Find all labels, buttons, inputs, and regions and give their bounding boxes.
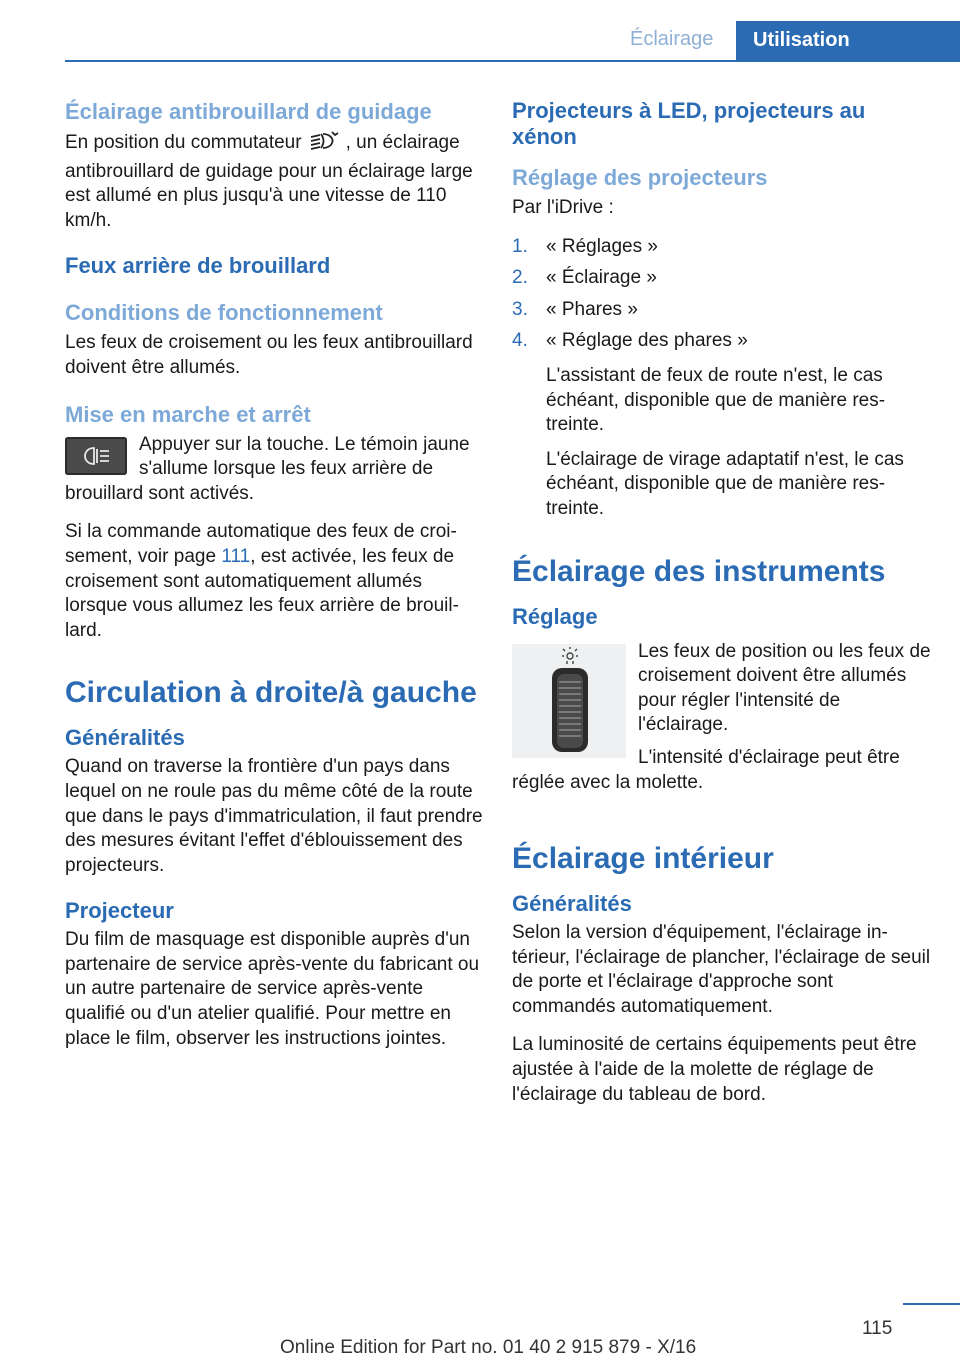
heading-fog-guidance: Éclairage antibrouillard de guidage: [65, 99, 432, 124]
list-item: 3. « Phares »: [512, 298, 638, 320]
note-adaptive-curve-light: L'éclairage de virage adaptatif n'est, le cas échéant, disponible que de manière restreinte.: [546, 448, 904, 519]
heading-rear-fog: Feux arrière de brouillard: [65, 253, 331, 279]
heading-instrument-lighting: Éclairage des instruments: [512, 554, 886, 588]
paragraph-interior-2: La luminosité de certains équipements peut être ajustée à l'aide de la molette de réglage de l'éclairage du tableau de bord.: [512, 1034, 917, 1105]
page-number: 115: [862, 1318, 893, 1339]
fog-light-switch-icon: [308, 130, 340, 160]
header-rule: [65, 60, 960, 62]
paragraph-fog-guidance: En position du commutateur , un éclairage antibrouillard de guidage pour un éclairage large est allumé en plus jusqu'à une vitesse de 110 km/h.: [65, 132, 473, 231]
paragraph-on-off: Appuyer sur la touche. Le témoin jaune s'allume lorsque les feux arrière de brouillard sont activés.: [65, 433, 470, 504]
heading-on-off: Mise en marche et arrêt: [65, 401, 311, 427]
heading-led-xenon: Projecteurs à LED, projecteurs au xénon: [512, 98, 866, 149]
paragraph-adjustment-2: L'intensité d'éclairage peut être réglée avec la molette.: [512, 746, 900, 793]
heading-interior-lighting: Éclairage intérieur: [512, 842, 774, 876]
list-item: 4. « Réglage des phares »: [512, 330, 748, 352]
paragraph-adjustment-1: Les feux de position ou les feux de croisement doivent être allumés pour régler l'intensité de l'éclairage.: [638, 640, 931, 736]
paragraph-conditions: Les feux de croisement ou les feux antibrouillard doivent être allumés.: [65, 332, 473, 378]
rear-fog-button-image: [65, 437, 127, 475]
heading-general-right: Généralités: [512, 891, 632, 917]
list-item: 1. « Réglages »: [512, 235, 658, 257]
footer-rule: [903, 1303, 960, 1305]
heading-conditions: Conditions de fonctionnement: [65, 300, 383, 326]
dimmer-wheel-image: [512, 644, 626, 758]
list-item: 2. « Éclairage »: [512, 267, 657, 289]
right-column: [512, 98, 932, 1121]
dimmer-sun-icon: [562, 647, 578, 664]
header-chapter-tab: Utilisation: [736, 21, 960, 61]
header-section-title: Éclairage: [630, 28, 714, 50]
note-high-beam-assistant: L'assistant de feux de route n'est, le cas échéant, disponible que de manière restreinte.: [546, 364, 886, 436]
steps-list: [512, 235, 932, 354]
rear-fog-icon: [83, 446, 111, 466]
heading-general-left: Généralités: [65, 725, 185, 751]
paragraph-interior-1: Selon la version d'équipement, l'éclairage intérieur, l'éclairage de plancher, l'éclairage de seuil de porte et l'éclairage d'approche sont commandés automatiquement.: [512, 922, 931, 1017]
paragraph-general-left: Quand on traverse la frontière d'un pays dans lequel on ne roule pas du même côté de la route que dans le pays d'immatriculation, il faut prendre des mesures évitant l'effet d'éblouissement des projecteurs.: [65, 756, 483, 876]
heading-adjustment: Réglage: [512, 603, 598, 629]
heading-headlight: Projecteur: [65, 898, 174, 924]
page-link-111[interactable]: 111: [221, 545, 251, 567]
edition-line: Online Edition for Part no. 01 40 2 915 879 - X/16: [280, 1337, 697, 1358]
heading-headlight-adjust: Réglage des projecteurs: [512, 165, 768, 190]
paragraph-headlight: Du film de masquage est disponible auprès d'un partenaire de service après-vente du fabricant ou un autre partenaire de service après-vente qualifié ou d'un atelier qualifié. Pour mettre en place le film, observer les instructions jointes.: [65, 929, 480, 1049]
paragraph-auto-headlights: Si la commande automatique des feux de croisement, voir page 111, est activée, les feux de croisement sont automatiquement allumés lorsque vous allumez les feux arrière de brouillard.: [65, 521, 459, 641]
heading-left-right-traffic: Circulation à droite/à gauche: [65, 676, 477, 710]
paragraph-idrive: Par l'iDrive :: [512, 197, 614, 218]
left-column: [65, 98, 485, 1065]
